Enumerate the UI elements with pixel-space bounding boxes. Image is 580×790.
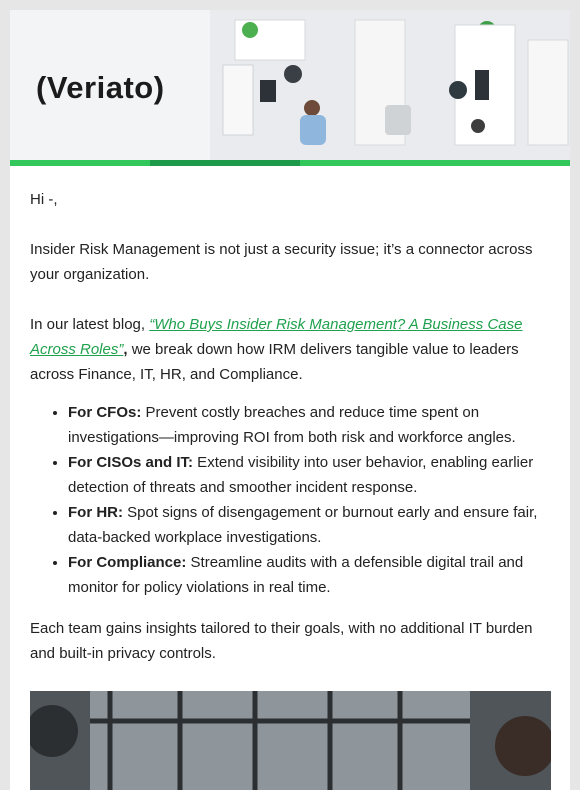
email-card [10,10,570,790]
list-item [68,400,550,450]
list-item [68,450,550,500]
bullet-title: For CISOs and IT: [68,454,194,471]
blog-prefix: In our latest blog, [30,316,150,333]
bullet-text: Spot signs of disengagement or burnout early and ensure fair, data-backed workplace investigations. [68,504,538,546]
bullet-title: For CFOs: [68,404,142,421]
roles-list [30,400,550,600]
intro-paragraph: Insider Risk Management is not just a security issue; it’s a connector across your organization. [30,241,533,283]
blog-suffix: we break down how IRM delivers tangible value to leaders across Finance, IT, HR, and Compliance. [30,341,519,383]
email-body [10,166,570,666]
list-item [68,550,550,600]
bullet-title: For Compliance: [68,554,187,571]
bullet-text: Prevent costly breaches and reduce time spent on investigations—improving ROI from both risk and workforce angles. [68,404,516,446]
accent-bar-segment [150,160,300,166]
blog-paragraph [30,312,550,387]
office-photo-illustration [30,691,551,790]
closing-paragraph: Each team gains insights tailored to their goals, with no additional IT burden and built-in privacy controls. [30,620,533,662]
accent-bar [10,160,570,166]
team-photo [30,691,551,790]
bullet-text: Extend visibility into user behavior, enabling earlier detection of threats and smoother incident response. [68,454,534,496]
blog-link-comma: , [123,341,128,358]
blog-link[interactable]: “Who Buys Insider Risk Management? A Business Case Across Roles” [30,316,523,358]
bullet-text: Streamline audits with a defensible digital trail and monitor for policy violations in real time. [68,554,524,596]
greeting: Hi -, [30,191,58,208]
list-item [68,500,550,550]
header-banner [10,10,570,160]
bullet-title: For HR: [68,504,123,521]
veriato-logo: (Veriato) [36,70,165,105]
